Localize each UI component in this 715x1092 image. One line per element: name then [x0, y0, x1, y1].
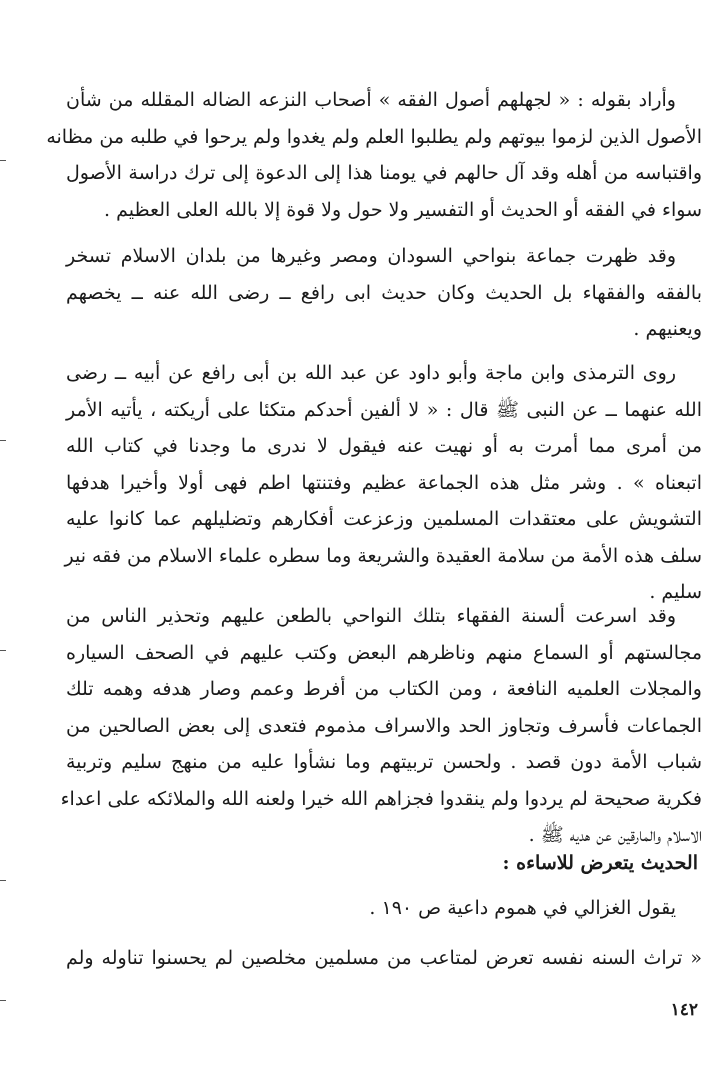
text-line: الله عنهما ــ عن النبى ﷺ قال : « لا ألفين أحدكم متكئا على أريكته ، يأتيه الأمر — [66, 398, 702, 421]
text-line: سلف هذه الأمة من سلامة العقيدة والشريعة وما سطره علماء الاسلام من فقه نير — [64, 544, 702, 567]
text-line: الأصول الذين لزموا بيوتهم ولم يطلبوا العلم ولم يغدوا ولم يرحوا في طلبه من مظانه — [46, 125, 702, 148]
text-line: مجالستهم أو السماع منهم وناظرهم البعض وكتب عليهم في الصحف السياره — [66, 641, 702, 664]
paragraph-1 — [46, 82, 702, 228]
text-line: والمجلات العلميه النافعة ، ومن الكتاب من أفرط وعمم وصار هدفه وهمه تلك — [66, 678, 702, 700]
text-line: فكرية صحيحة لم يردوا ولم ينقدوا فجزاهم الله خيرا ولعنه الله والملائكه على اعداء — [60, 787, 702, 810]
paragraph-3 — [66, 355, 702, 611]
text-line: واقتباسه من أهله وقد آل حالهم في يومنا هذا إلى الدعوة إلى ترك دراسة الأصول — [66, 162, 702, 184]
text-line: الجماعات فأسرف وتجاوز الحد والاسراف مذموم فتعدى إلى بعض الصالحين من — [66, 714, 702, 737]
text-line: روى الترمذى وابن ماجة وأبو داود عن عبد الله بن أبى رافع عن أبيه ــ رضى — [66, 362, 676, 384]
text-line: يقول الغزالي في هموم داعية ص ١٩٠ . — [369, 897, 676, 919]
text-line: شباب الأمة دون قصد . ولحسن تربيتهم وما نشأوا عليه من منهج سليم وتربية — [66, 751, 702, 773]
text-line: سواء في الفقه أو الحديث أو التفسير ولا حول ولا قوة إلا بالله العلى العظيم . — [104, 198, 702, 221]
paragraph-4 — [60, 598, 702, 854]
margin-mark — [0, 160, 6, 161]
margin-mark — [0, 650, 6, 651]
margin-mark — [0, 440, 6, 441]
text-line: وأراد بقوله : « لجهلهم أصول الفقه » أصحاب النزعه الضاله المقلله من شأن — [66, 89, 676, 111]
text-line: « تراث السنه نفسه تعرض لمتاعب من مسلمين مخلصين لم يحسنوا تناوله ولم — [66, 947, 702, 969]
text-line: ويعنيهم . — [633, 318, 702, 340]
margin-mark — [0, 880, 6, 881]
text-line: وقد ظهرت جماعة بنواحي السودان ومصر وغيرها من بلدان الاسلام تسخر — [66, 245, 676, 267]
text-line: سليم . — [649, 581, 702, 603]
text-line: من أمرى مما أمرت به أو نهيت عنه فيقول لا ندرى ما وجدنا في كتاب الله — [66, 435, 702, 457]
page-number: ١٤٢ — [670, 1000, 698, 1020]
text-line: اتبعناه » . وشر مثل هذه الجماعة عظيم وفتنتها اطم فهى أولا وأخيرا هدفها — [66, 471, 702, 494]
paragraph-6 — [66, 940, 702, 977]
text-line: بالفقه والفقهاء بل الحديث وكان حديث ابى رافع ــ رضى الله عنه ــ يخصهم — [66, 281, 702, 304]
paragraph-5 — [66, 890, 702, 927]
section-heading: الحديث يتعرض للاساءه : — [502, 852, 698, 874]
margin-mark — [0, 1000, 6, 1001]
paragraph-2 — [66, 238, 702, 348]
text-line: التشويش على معتقدات المسلمين وزعزعت أفكارهم وتضليلهم عما كانوا عليه — [66, 508, 702, 530]
text-line: الاسلام والمارقين عن هديه ﷺ . — [528, 824, 702, 846]
text-line: وقد اسرعت ألسنة الفقهاء بتلك النواحي بالطعن عليهم وتحذير الناس من — [66, 605, 676, 627]
